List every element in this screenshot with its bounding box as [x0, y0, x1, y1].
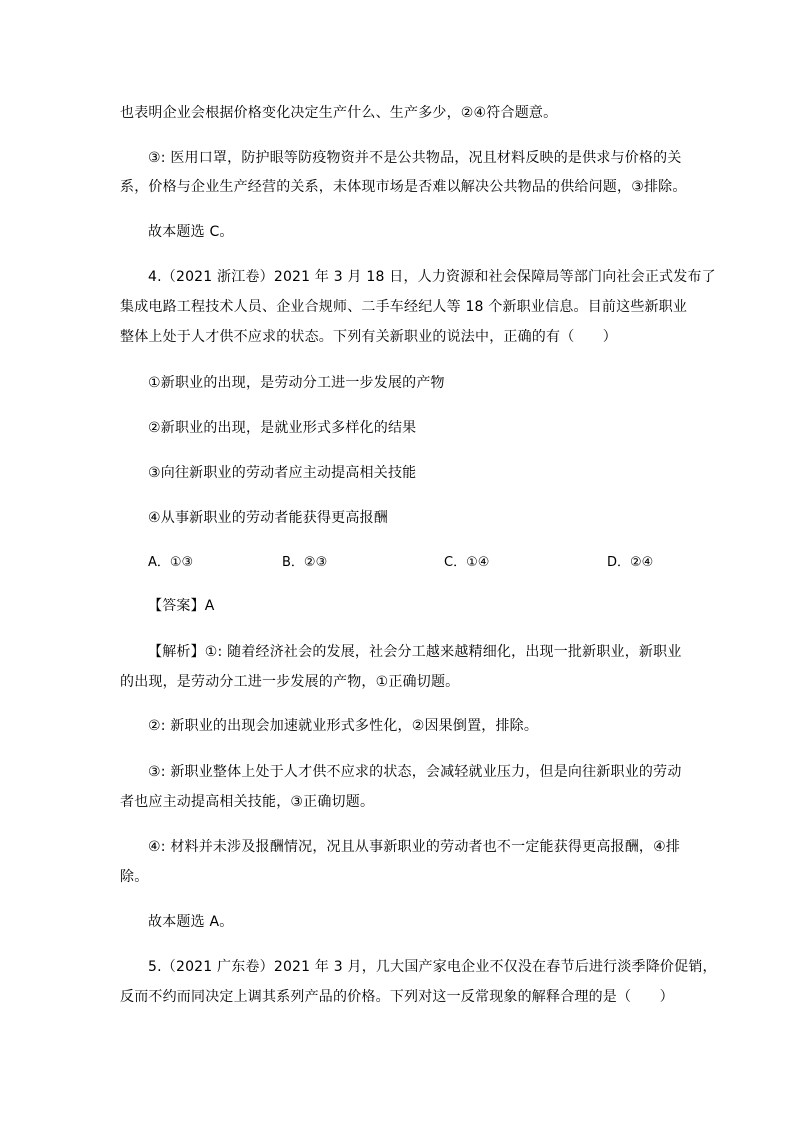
- answer-label: 【答案】A: [148, 598, 215, 614]
- analysis-item-4: ④: 材料并未涉及报酬情况，况且从事新职业的劳动者也不一定能获得更高报酬，④排: [148, 839, 681, 855]
- statement-4: ④从事新职业的劳动者能获得更高报酬: [148, 510, 388, 526]
- analysis-item-3: ③: 新职业整体上处于人才供不应求的状态，会减轻就业压力，但是向往新职业的劳动: [148, 764, 682, 780]
- question-4-stem-line: 集成电路工程技术人员、企业合规师、二手车经纪人等 18 个新职业信息。目前这些新职业: [120, 299, 688, 315]
- choice-c: C．①④: [444, 555, 490, 570]
- paragraph-line: 除。: [120, 869, 149, 885]
- question-5-stem: 5.（2021 广东卷）2021 年 3 月，几大国产家电企业不仅没在春节后进行淡季降价促销，: [148, 959, 717, 975]
- statement-3: ③向往新职业的劳动者应主动提高相关技能: [148, 465, 417, 481]
- choice-b: B．②③: [282, 555, 328, 570]
- statement-2: ②新职业的出现，是就业形式多样化的结果: [148, 420, 417, 436]
- answer-conclusion: 故本题选 C。: [148, 224, 234, 240]
- choice-a: A．①③: [148, 555, 194, 570]
- analysis-item-1: 【解析】①: 随着经济社会的发展，社会分工越来越精细化，出现一批新职业，新职业: [148, 644, 682, 660]
- choice-d: D．②④: [607, 555, 654, 570]
- question-4-stem-line: 整体上处于人才供不应求的状态。下列有关新职业的说法中，正确的有（ ）: [120, 329, 617, 345]
- answer-choices: [0, 553, 794, 573]
- question-4-stem: 4.（2021 浙江卷）2021 年 3 月 18 日，人力资源和社会保障局等部门向社会正式发布了: [148, 269, 716, 285]
- paragraph-line: 的出现，是劳动分工进一步发展的产物，①正确切题。: [120, 674, 460, 690]
- answer-conclusion: 故本题选 A。: [148, 914, 234, 930]
- paragraph-line: 系，价格与企业生产经营的关系，未体现市场是否难以解决公共物品的供给问题，③排除。: [120, 179, 687, 195]
- question-5-stem-line: 反而不约而同决定上调其系列产品的价格。下列对这一反常现象的解释合理的是（ ）: [120, 989, 674, 1005]
- paragraph-line: 者也应主动提高相关技能，③正确切题。: [120, 794, 375, 810]
- analysis-item-3: ③: 医用口罩，防护眼等防疫物资并不是公共物品，况且材料反映的是供求与价格的关: [148, 150, 682, 166]
- paragraph-line: 也表明企业会根据价格变化决定生产什么、生产多少，②④符合题意。: [120, 105, 558, 121]
- analysis-item-2: ②: 新职业的出现会加速就业形式多性化，②因果倒置，排除。: [148, 718, 539, 734]
- statement-1: ①新职业的出现，是劳动分工进一步发展的产物: [148, 375, 445, 391]
